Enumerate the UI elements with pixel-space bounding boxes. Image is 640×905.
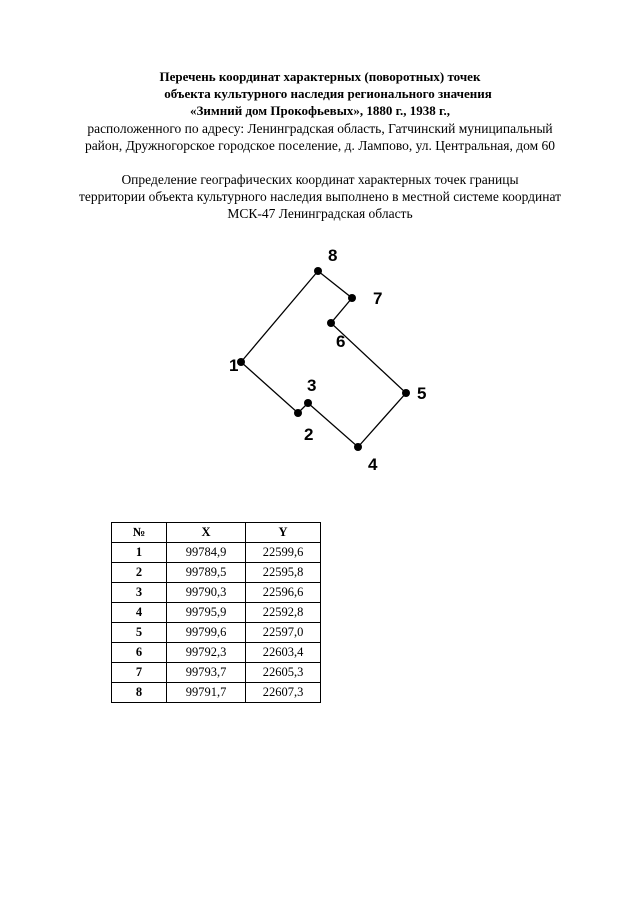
table-row [112, 663, 321, 683]
header-x: X [167, 523, 246, 543]
plan-label-4: 4 [368, 455, 378, 474]
intro-line-2: территории объекта культурного наследия выполнено в местной системе координат [78, 189, 562, 204]
cell-x: 99792,3 [167, 643, 246, 663]
cell-y: 22605,3 [246, 663, 321, 683]
header-line-3: «Зимний дом Прокофьевых», 1880 г., 1938 г., [190, 103, 450, 118]
table-row [112, 543, 321, 563]
cell-num: 5 [112, 623, 167, 643]
table-row [112, 623, 321, 643]
table-row [112, 683, 321, 703]
plan-point-7 [348, 294, 356, 302]
coordinates-table [111, 522, 321, 703]
plan-point-8 [314, 267, 322, 275]
cell-y: 22603,4 [246, 643, 321, 663]
header-line-1: Перечень координат характерных (поворотных) точек [159, 69, 481, 84]
plan-point-3 [304, 399, 312, 407]
cell-num: 7 [112, 663, 167, 683]
intro-line-3: МСК-47 Ленинградская область [227, 206, 413, 221]
table-row [112, 583, 321, 603]
plan-point-6 [327, 319, 335, 327]
header-y: Y [246, 523, 321, 543]
cell-y: 22607,3 [246, 683, 321, 703]
cell-y: 22592,8 [246, 603, 321, 623]
header-line-5: район, Дружногорское городское поселение, д. Лампово, ул. Центральная, дом 60 [84, 138, 556, 153]
cell-num: 2 [112, 563, 167, 583]
intro-line-1: Определение географических координат характерных точек границы [121, 172, 519, 187]
cell-x: 99791,7 [167, 683, 246, 703]
table-header-row [112, 523, 321, 543]
cell-x: 99795,9 [167, 603, 246, 623]
plan-point-2 [294, 409, 302, 417]
cell-y: 22595,8 [246, 563, 321, 583]
header-line-2: объекта культурного наследия регионального значения [164, 86, 492, 101]
cell-x: 99799,6 [167, 623, 246, 643]
plan-label-1: 1 [229, 356, 239, 375]
plan-label-6: 6 [336, 332, 346, 351]
cell-num: 8 [112, 683, 167, 703]
plan-label-8: 8 [328, 246, 338, 265]
cell-num: 3 [112, 583, 167, 603]
cell-y: 22599,6 [246, 543, 321, 563]
cell-num: 6 [112, 643, 167, 663]
cell-y: 22596,6 [246, 583, 321, 603]
header-num: № [112, 523, 167, 543]
plan-point-5 [402, 389, 410, 397]
cell-x: 99793,7 [167, 663, 246, 683]
plan-label-5: 5 [417, 384, 427, 403]
cell-x: 99789,5 [167, 563, 246, 583]
plan-label-3: 3 [307, 376, 317, 395]
table-row [112, 563, 321, 583]
table-row [112, 603, 321, 623]
plan-point-4 [354, 443, 362, 451]
cell-x: 99784,9 [167, 543, 246, 563]
plan-label-7: 7 [373, 289, 383, 308]
header-line-4: расположенного по адресу: Ленинградская область, Гатчинский муниципальный [87, 121, 553, 136]
cell-num: 1 [112, 543, 167, 563]
cell-y: 22597,0 [246, 623, 321, 643]
plan-label-2: 2 [304, 425, 314, 444]
table-row [112, 643, 321, 663]
cell-num: 4 [112, 603, 167, 623]
cell-x: 99790,3 [167, 583, 246, 603]
